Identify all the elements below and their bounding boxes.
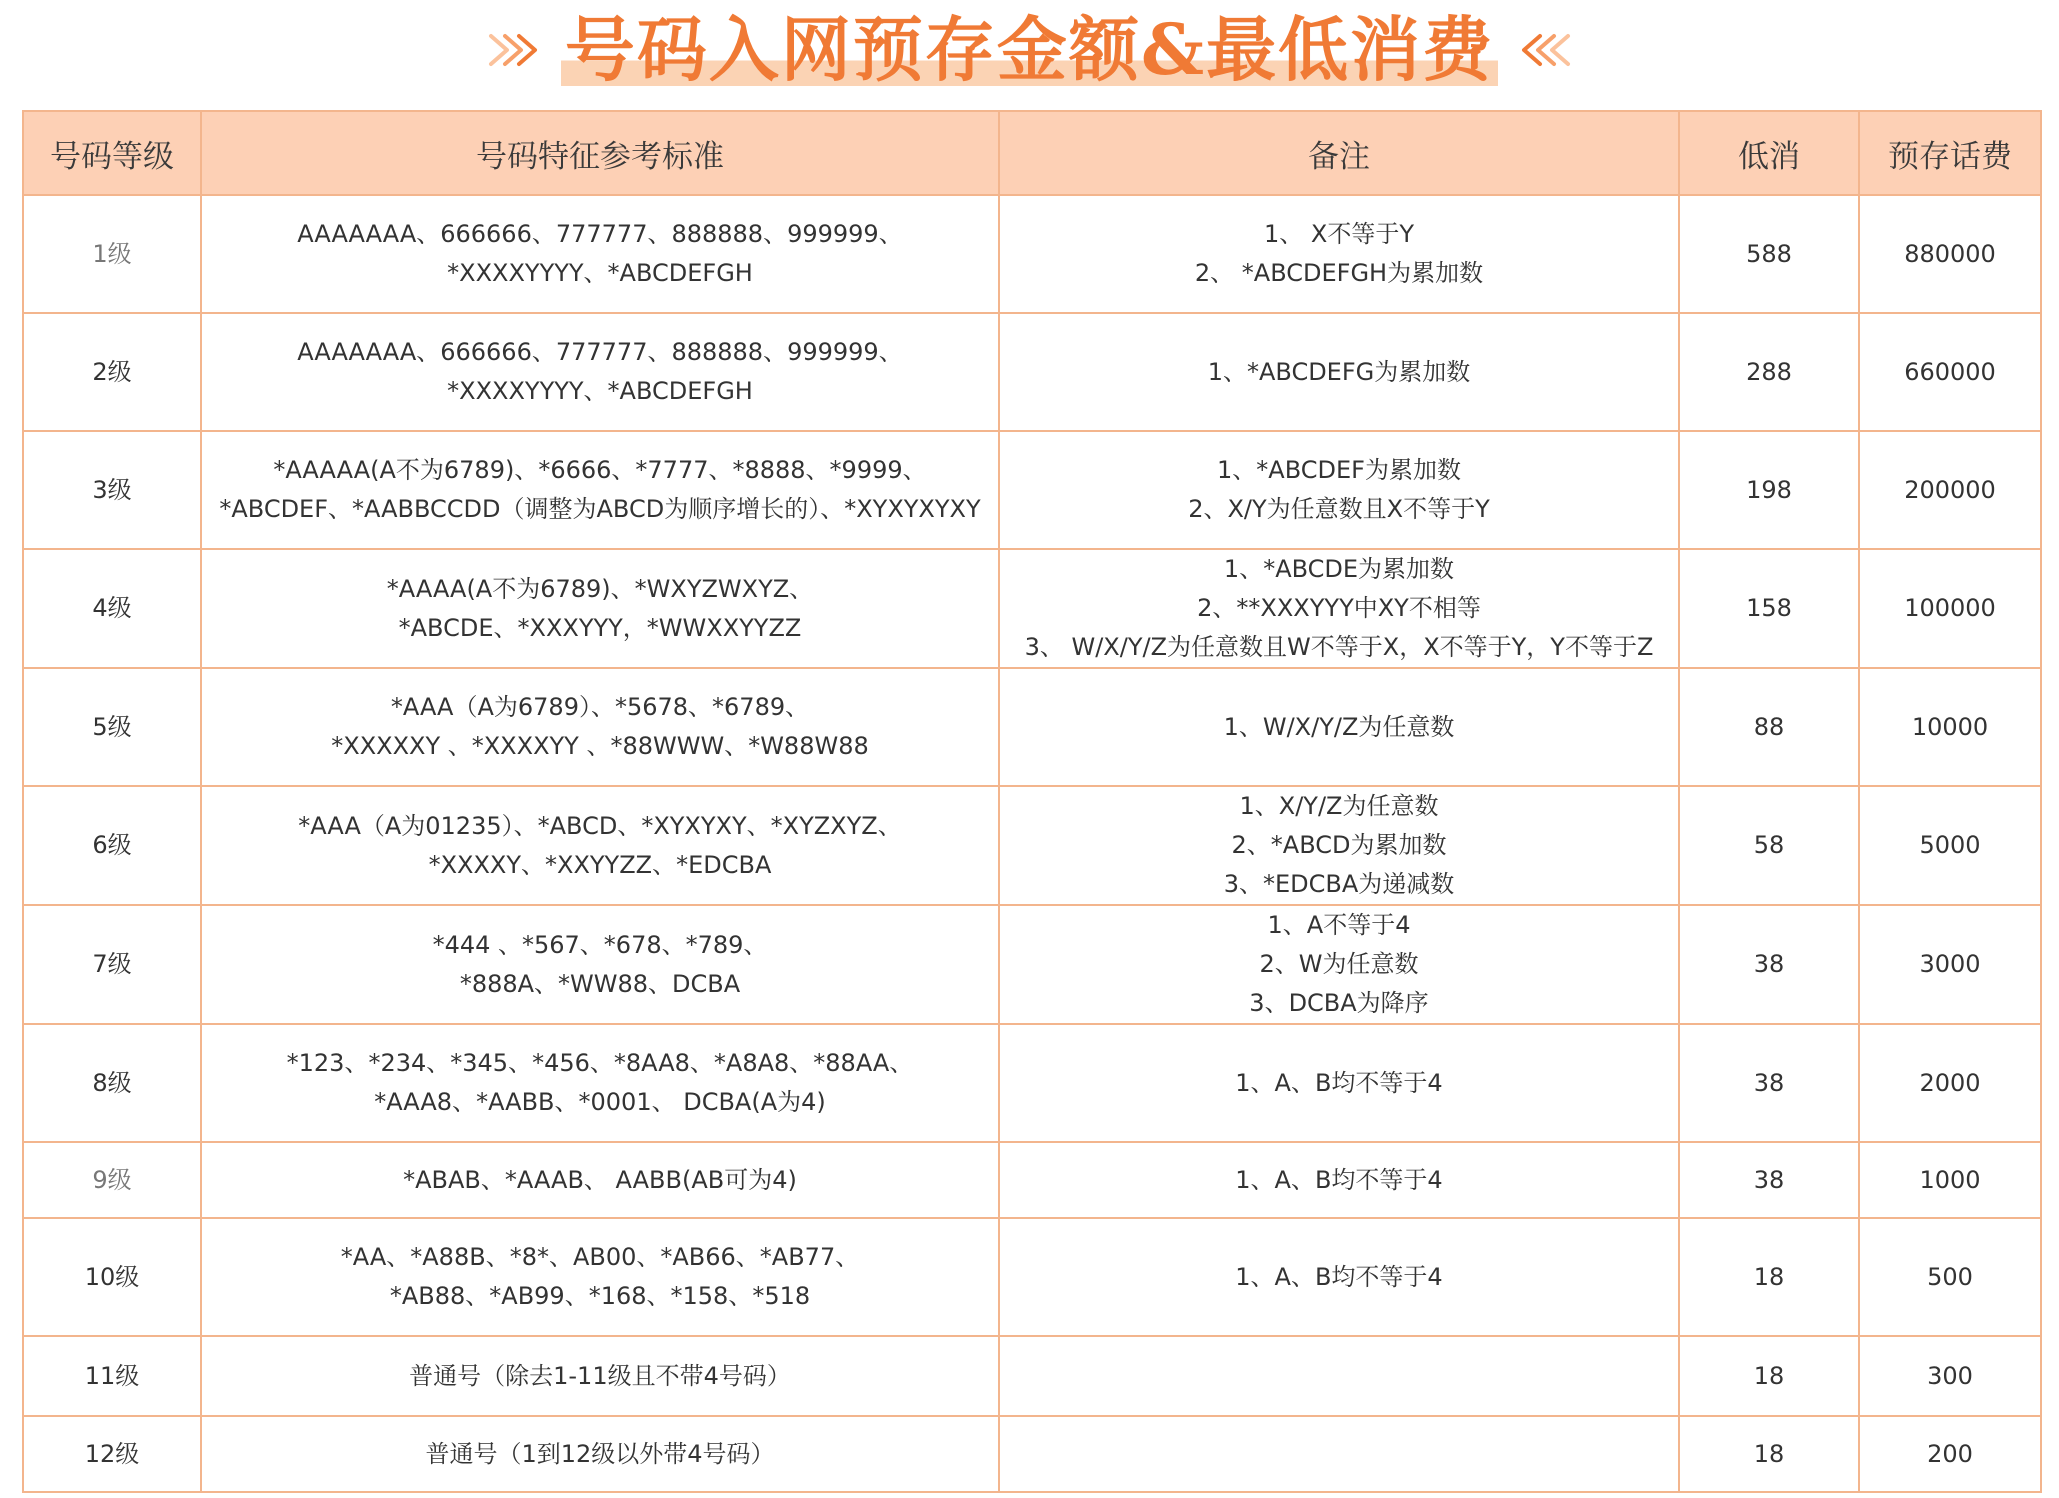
note-line: 1、*ABCDEFG为累加数 xyxy=(1207,357,1471,386)
min-spend-cell: 18 xyxy=(1679,1416,1859,1492)
criteria-cell xyxy=(201,905,999,1024)
min-spend-cell: 198 xyxy=(1679,431,1859,549)
min-spend-cell: 88 xyxy=(1679,668,1859,786)
criteria-cell xyxy=(201,1336,999,1416)
deposit-cell: 880000 xyxy=(1859,195,2041,313)
table-row xyxy=(23,1024,2041,1142)
notes-cell xyxy=(999,905,1679,1024)
table-row xyxy=(23,1416,2041,1492)
note-line: 2、X/Y为任意数且X不等于Y xyxy=(1188,495,1490,523)
grade-cell: 6级 xyxy=(23,786,201,905)
header-grade: 号码等级 xyxy=(23,111,201,195)
note-line: 2、**XXXYYY中XY不相等 xyxy=(1197,594,1481,622)
min-spend-cell: 38 xyxy=(1679,1024,1859,1142)
note-line: 2、W为任意数 xyxy=(1259,950,1419,978)
note-line: 2、*ABCD为累加数 xyxy=(1231,831,1447,859)
criteria-line: *XXXXXY 、*XXXXYY 、*88WWW、*W88W88 xyxy=(331,732,869,760)
notes-cell xyxy=(999,786,1679,905)
note-line: 3、*EDCBA为递减数 xyxy=(1223,870,1455,898)
note-line: 1、A、B均不等于4 xyxy=(1235,1068,1443,1097)
criteria-cell xyxy=(201,668,999,786)
grade-cell: 5级 xyxy=(23,668,201,786)
notes-cell xyxy=(999,431,1679,549)
notes-cell xyxy=(999,668,1679,786)
deposit-cell: 1000 xyxy=(1859,1142,2041,1218)
table-row xyxy=(23,1142,2041,1218)
header-deposit: 预存话费 xyxy=(1859,111,2041,195)
criteria-cell xyxy=(201,549,999,668)
note-line: 1、A、B均不等于4 xyxy=(1235,1262,1443,1291)
min-spend-cell: 58 xyxy=(1679,786,1859,905)
grade-cell: 3级 xyxy=(23,431,201,549)
pricing-table xyxy=(22,110,2042,1493)
deposit-cell: 500 xyxy=(1859,1218,2041,1336)
criteria-cell xyxy=(201,195,999,313)
notes-cell xyxy=(999,549,1679,668)
grade-cell: 12级 xyxy=(23,1416,201,1492)
header-criteria: 号码特征参考标准 xyxy=(201,111,999,195)
notes-cell xyxy=(999,1218,1679,1336)
grade-cell: 2级 xyxy=(23,313,201,431)
criteria-line: 普通号（1到12级以外带4号码） xyxy=(425,1439,775,1468)
criteria-line: *AAAAA(A不为6789)、*6666、*7777、*8888、*9999、 xyxy=(273,456,927,484)
deposit-cell: 300 xyxy=(1859,1336,2041,1416)
title-bar xyxy=(0,0,2059,100)
min-spend-cell: 588 xyxy=(1679,195,1859,313)
criteria-cell xyxy=(201,1218,999,1336)
note-line: 1、 X不等于Y xyxy=(1264,220,1414,248)
grade-cell: 9级 xyxy=(23,1142,201,1218)
table-row xyxy=(23,905,2041,1024)
deposit-cell: 200000 xyxy=(1859,431,2041,549)
note-line: 3、 W/X/Y/Z为任意数且W不等于X，X不等于Y，Y不等于Z xyxy=(1024,633,1654,661)
criteria-line: *XXXXY、*XXYYZZ、*EDCBA xyxy=(428,850,772,879)
note-line: 1、*ABCDEF为累加数 xyxy=(1217,456,1461,484)
criteria-line: *ABCDE、*XXXYYY，*WWXXYYZZ xyxy=(398,613,802,642)
criteria-line: *AAA（A为6789）、*5678、*6789、 xyxy=(390,693,810,721)
grade-cell: 8级 xyxy=(23,1024,201,1142)
deposit-cell: 10000 xyxy=(1859,668,2041,786)
table-row xyxy=(23,195,2041,313)
table-header-row xyxy=(23,111,2041,195)
criteria-line: *AA、*A88B、*8*、AB00、*AB66、*AB77、 xyxy=(340,1243,860,1271)
table-row xyxy=(23,313,2041,431)
note-line: 3、DCBA为降序 xyxy=(1249,989,1429,1017)
notes-cell xyxy=(999,1416,1679,1492)
min-spend-cell: 38 xyxy=(1679,1142,1859,1218)
notes-cell xyxy=(999,195,1679,313)
criteria-cell xyxy=(201,786,999,905)
table-row xyxy=(23,786,2041,905)
deposit-cell: 3000 xyxy=(1859,905,2041,1024)
deposit-cell: 2000 xyxy=(1859,1024,2041,1142)
criteria-line: *ABCDEF、*AABBCCDD（调整为ABCD为顺序增长的）、*XYXYXYXY xyxy=(219,495,981,523)
double-chevron-right-icon xyxy=(487,32,543,68)
notes-cell xyxy=(999,1024,1679,1142)
min-spend-cell: 158 xyxy=(1679,549,1859,668)
grade-cell: 1级 xyxy=(23,195,201,313)
criteria-line: *444 、*567、*678、*789、 xyxy=(432,930,768,959)
notes-cell xyxy=(999,1142,1679,1218)
table-row xyxy=(23,431,2041,549)
criteria-line: *AAAA(A不为6789)、*WXYZWXYZ、 xyxy=(386,574,814,603)
notes-cell xyxy=(999,1336,1679,1416)
table-row xyxy=(23,549,2041,668)
criteria-line: *XXXXYYYY、*ABCDEFGH xyxy=(447,377,753,405)
criteria-line: *123、*234、*345、*456、*8AA8、*A8A8、*88AA、 xyxy=(286,1049,914,1077)
criteria-line: *AAA（A为01235）、*ABCD、*XYXYXY、*XYZXYZ、 xyxy=(298,811,902,840)
note-line: 1、W/X/Y/Z为任意数 xyxy=(1223,712,1455,741)
min-spend-cell: 38 xyxy=(1679,905,1859,1024)
criteria-cell xyxy=(201,1024,999,1142)
header-notes: 备注 xyxy=(999,111,1679,195)
note-line: 2、 *ABCDEFGH为累加数 xyxy=(1194,259,1484,287)
criteria-line: *888A、*WW88、DCBA xyxy=(459,969,741,998)
title-wrapper xyxy=(469,7,1590,93)
grade-cell: 11级 xyxy=(23,1336,201,1416)
double-chevron-left-icon xyxy=(1516,32,1572,68)
note-line: 1、X/Y/Z为任意数 xyxy=(1239,792,1439,820)
criteria-line: *XXXXYYYY、*ABCDEFGH xyxy=(447,259,753,287)
note-line: 1、A不等于4 xyxy=(1267,911,1411,939)
criteria-cell xyxy=(201,1416,999,1492)
criteria-line: *AB88、*AB99、*168、*158、*518 xyxy=(389,1282,811,1310)
min-spend-cell: 288 xyxy=(1679,313,1859,431)
table-row xyxy=(23,1218,2041,1336)
criteria-cell xyxy=(201,313,999,431)
deposit-cell: 5000 xyxy=(1859,786,2041,905)
criteria-cell xyxy=(201,431,999,549)
grade-cell: 4级 xyxy=(23,549,201,668)
grade-cell: 10级 xyxy=(23,1218,201,1336)
table-row xyxy=(23,668,2041,786)
criteria-line: 普通号（除去1-11级且不带4号码） xyxy=(409,1361,791,1390)
note-line: 1、A、B均不等于4 xyxy=(1235,1165,1443,1194)
criteria-cell xyxy=(201,1142,999,1218)
table-row xyxy=(23,1336,2041,1416)
header-min-spend: 低消 xyxy=(1679,111,1859,195)
pricing-table-container xyxy=(22,110,2040,1493)
criteria-line: *ABAB、*AAAB、 AABB(AB可为4) xyxy=(403,1165,797,1194)
note-line: 1、*ABCDE为累加数 xyxy=(1223,555,1455,583)
min-spend-cell: 18 xyxy=(1679,1218,1859,1336)
grade-cell: 7级 xyxy=(23,905,201,1024)
min-spend-cell: 18 xyxy=(1679,1336,1859,1416)
deposit-cell: 660000 xyxy=(1859,313,2041,431)
page-title: 号码入网预存金额&最低消费 xyxy=(561,7,1498,93)
criteria-line: AAAAAAA、666666、777777、888888、999999、 xyxy=(297,220,903,248)
deposit-cell: 200 xyxy=(1859,1416,2041,1492)
deposit-cell: 100000 xyxy=(1859,549,2041,668)
criteria-line: AAAAAAA、666666、777777、888888、999999、 xyxy=(297,338,903,366)
notes-cell xyxy=(999,313,1679,431)
criteria-line: *AAA8、*AABB、*0001、 DCBA(A为4) xyxy=(374,1088,826,1116)
